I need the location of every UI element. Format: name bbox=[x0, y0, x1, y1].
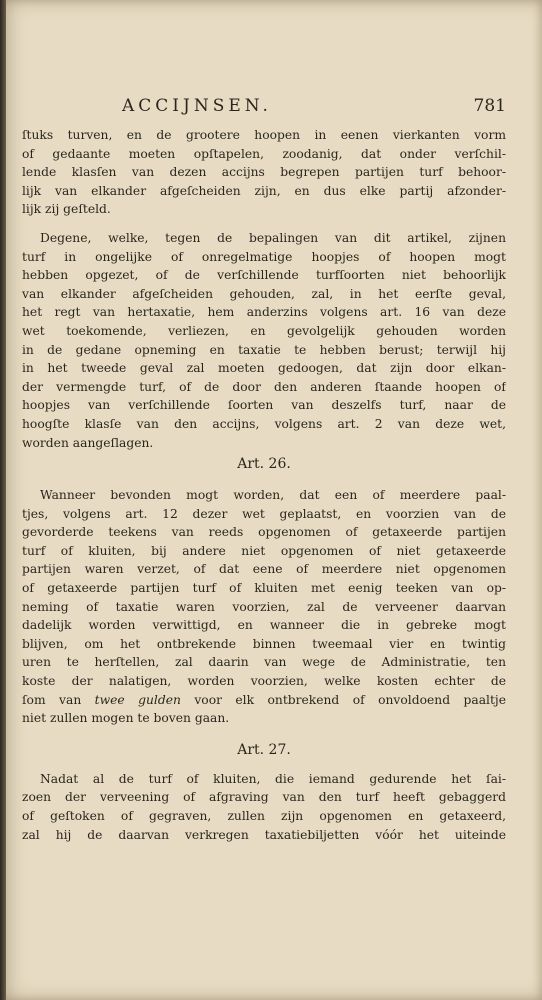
article-27-paragraph bbox=[22, 770, 506, 844]
text-line: turf in ongelijke of onregelmatige hoopjes of hoopen mogt bbox=[22, 249, 506, 264]
article-26-heading: Art. 26. bbox=[237, 456, 291, 473]
text-line: in de gedane opneming en taxatie te hebben berust; terwijl hij bbox=[22, 342, 506, 357]
text-line: hoogſte klasſe van den accijns, volgens art. 2 van deze wet, bbox=[22, 416, 506, 431]
page-number: 781 bbox=[473, 96, 506, 116]
fine-post: voor elk ontbrekend of onvoldoend paaltje bbox=[180, 692, 506, 707]
text-line: blijven, om het ontbrekende binnen tweemaal vier en twintig bbox=[22, 636, 506, 651]
text-line: dadelijk worden verwittigd, en wanneer die in gebreke mogt bbox=[22, 618, 506, 633]
text-line: lijk van elkander afgeſcheiden zijn, en dus elke partij afzonder- bbox=[22, 183, 506, 198]
article-26-paragraph bbox=[22, 486, 506, 728]
running-title: ACCIJNSEN. bbox=[122, 96, 272, 116]
text-line: hoopjes van verſchillende ſoorten van deszelfs turf, naar de bbox=[22, 398, 506, 413]
page-gutter bbox=[0, 0, 6, 1000]
text-line: in het tweede geval zal moeten gedoogen, dat zijn door elkan- bbox=[22, 361, 506, 376]
article-27-heading: Art. 27. bbox=[237, 741, 291, 758]
text-line: der vermengde turf, of de door den anderen ſtaande hoopen of bbox=[22, 379, 506, 394]
text-line: zoen der verveening of afgraving van den turf heeft gebaggerd bbox=[22, 790, 506, 805]
text-line: neming of taxatie waren voorzien, zal de verveener daarvan bbox=[22, 599, 506, 614]
text-line: Nadat al de turf of kluiten, die iemand gedurende het ſai- bbox=[40, 771, 506, 786]
text-block bbox=[22, 96, 506, 844]
text-line: lende klasſen van dezen accijns begrepen partijen turf behoor- bbox=[22, 165, 506, 180]
text-line: of getaxeerde partijen turf of kluiten met eenig teeken van op- bbox=[22, 581, 506, 596]
fine-pre: ſom van bbox=[22, 692, 95, 707]
text-line: Degene, welke, tegen de bepalingen van dit artikel, zijnen bbox=[40, 230, 506, 245]
text-line: of geſtoken of gegraven, zullen zijn opgenomen en getaxeerd, bbox=[22, 809, 506, 823]
text-line: koste der nalatigen, worden voorzien, welke kosten echter de bbox=[22, 674, 506, 689]
text-line: het regt van hertaxatie, hem anderzins volgens art. 16 van deze bbox=[22, 305, 506, 320]
text-line: tjes, volgens art. 12 dezer wet geplaatst, en voorzien van de bbox=[22, 506, 506, 521]
text-line: turf of kluiten, bij andere niet opgenomen of niet getaxeerde bbox=[22, 543, 506, 558]
text-line: gevorderde teekens van reeds opgenomen of getaxeerde partijen bbox=[22, 525, 506, 540]
text-line: of gedaante moeten opſtapelen, zoodanig, dat onder verſchil- bbox=[22, 146, 506, 161]
text-line: hebben opgezet, of de verſchillende turfſoorten niet behoorlijk bbox=[22, 268, 506, 283]
text-line: ſtuks turven, en de grootere hoopen in eenen vierkanten vorm bbox=[22, 128, 506, 142]
paragraph-2 bbox=[22, 229, 506, 452]
text-line: niet zullen mogen te boven gaan. bbox=[22, 711, 230, 726]
page-header bbox=[22, 96, 506, 126]
paragraph-1 bbox=[22, 126, 506, 219]
fine-amount: twee gulden bbox=[94, 692, 181, 707]
text-line: worden aangeſlagen. bbox=[22, 435, 154, 450]
text-line: zal hij de daarvan verkregen taxatiebiljetten vóór het uiteinde bbox=[22, 827, 506, 842]
text-line: lijk zij geſteld. bbox=[22, 202, 111, 217]
text-line-fine bbox=[22, 691, 506, 710]
text-line: wet toekomende, verliezen, en gevolgelijk gehouden worden bbox=[22, 323, 506, 338]
text-line: van elkander afgeſcheiden gehouden, zal, in het eerſte geval, bbox=[22, 286, 506, 301]
text-line: Wanneer bevonden mogt worden, dat een of meerdere paal- bbox=[40, 488, 506, 503]
text-line: uren te herſtellen, zal daarin van wege de Administratie, ten bbox=[22, 655, 506, 670]
text-line: partijen waren verzet, of dat eene of meerdere niet opgenomen bbox=[22, 562, 506, 577]
